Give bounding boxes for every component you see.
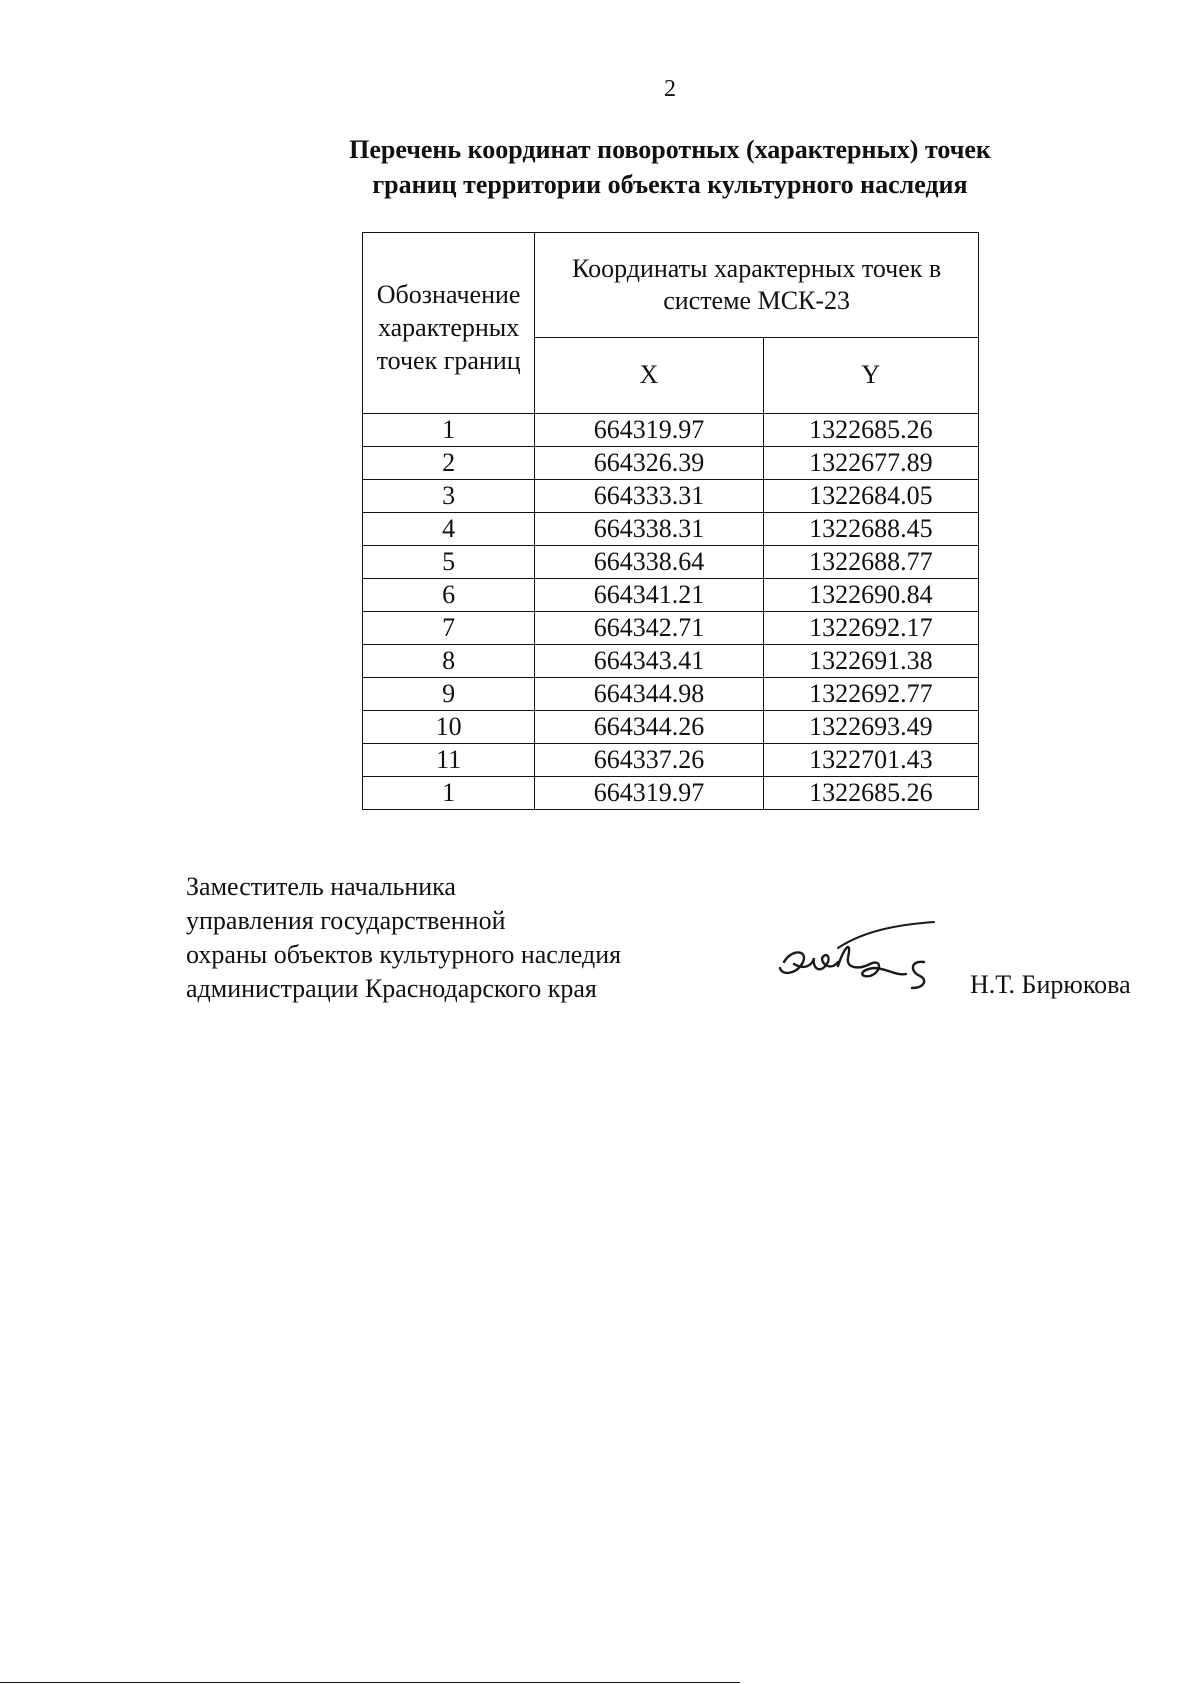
point-number-cell: 9 — [363, 678, 535, 711]
coordinates-table — [362, 232, 979, 810]
y-coordinate-cell: 1322690.84 — [763, 579, 978, 612]
signatory-position — [186, 870, 621, 1006]
point-number-cell: 6 — [363, 579, 535, 612]
x-coordinate-cell: 664326.39 — [535, 447, 763, 480]
coordinates-group-header-line-1: Координаты характерных точек в — [572, 253, 942, 283]
document-title-line-1: Перечень координат поворотных (характерных) точек — [349, 135, 991, 164]
point-number-cell: 3 — [363, 480, 535, 513]
document-title — [250, 132, 1090, 202]
table-row — [363, 711, 979, 744]
x-coordinate-cell: 664343.41 — [535, 645, 763, 678]
y-coordinate-cell: 1322701.43 — [763, 744, 978, 777]
point-number-cell: 5 — [363, 546, 535, 579]
table-row — [363, 513, 979, 546]
point-number-cell: 2 — [363, 447, 535, 480]
x-coordinate-cell: 664333.31 — [535, 480, 763, 513]
point-designation-header-line-3: точек границ — [376, 345, 521, 375]
document-title-line-2: границ территории объекта культурного наследия — [372, 170, 968, 199]
point-designation-header-line-2: характерных — [377, 312, 520, 342]
signatory-position-line-2: управления государственной — [186, 906, 506, 935]
y-coordinate-cell: 1322693.49 — [763, 711, 978, 744]
x-coordinate-cell: 664319.97 — [535, 777, 763, 810]
signatory-position-line-3: охраны объектов культурного наследия — [186, 940, 622, 969]
table-row — [363, 678, 979, 711]
x-coordinate-cell: 664344.26 — [535, 711, 763, 744]
x-coordinate-cell: 664341.21 — [535, 579, 763, 612]
x-coordinate-cell: 664319.97 — [535, 414, 763, 447]
table-row — [363, 480, 979, 513]
signatory-position-line-1: Заместитель начальника — [186, 872, 456, 901]
x-column-header: X — [535, 337, 763, 413]
table-row — [363, 579, 979, 612]
point-number-cell: 1 — [363, 777, 535, 810]
table-row — [363, 414, 979, 447]
point-designation-header-line-1: Обозначение — [376, 279, 521, 309]
point-number-cell: 10 — [363, 711, 535, 744]
y-coordinate-cell: 1322685.26 — [763, 414, 978, 447]
y-coordinate-cell: 1322677.89 — [763, 447, 978, 480]
y-coordinate-cell: 1322688.45 — [763, 513, 978, 546]
signatory-name: Н.Т. Бирюкова — [970, 970, 1131, 999]
handwritten-signature — [778, 918, 938, 994]
table-row — [363, 777, 979, 810]
y-coordinate-cell: 1322691.38 — [763, 645, 978, 678]
signatory-position-line-4: администрации Краснодарского края — [186, 974, 597, 1003]
x-coordinate-cell: 664338.31 — [535, 513, 763, 546]
y-coordinate-cell: 1322692.17 — [763, 612, 978, 645]
point-number-cell: 1 — [363, 414, 535, 447]
x-coordinate-cell: 664338.64 — [535, 546, 763, 579]
point-number-cell: 11 — [363, 744, 535, 777]
point-number-cell: 8 — [363, 645, 535, 678]
point-number-cell: 4 — [363, 513, 535, 546]
page-number: 2 — [664, 76, 676, 102]
y-coordinate-cell: 1322688.77 — [763, 546, 978, 579]
footer-divider — [0, 1682, 740, 1683]
table-row — [363, 546, 979, 579]
y-coordinate-cell: 1322684.05 — [763, 480, 978, 513]
coordinates-table-body — [363, 414, 979, 810]
y-coordinate-cell: 1322685.26 — [763, 777, 978, 810]
x-coordinate-cell: 664342.71 — [535, 612, 763, 645]
coordinates-group-header — [535, 233, 979, 338]
table-row — [363, 612, 979, 645]
y-column-header: Y — [763, 337, 978, 413]
table-row — [363, 744, 979, 777]
coordinates-group-header-line-2: системе МСК-23 — [663, 285, 851, 315]
table-row — [363, 447, 979, 480]
point-designation-header — [363, 233, 535, 414]
table-row — [363, 645, 979, 678]
x-coordinate-cell: 664337.26 — [535, 744, 763, 777]
point-number-cell: 7 — [363, 612, 535, 645]
y-coordinate-cell: 1322692.77 — [763, 678, 978, 711]
x-coordinate-cell: 664344.98 — [535, 678, 763, 711]
